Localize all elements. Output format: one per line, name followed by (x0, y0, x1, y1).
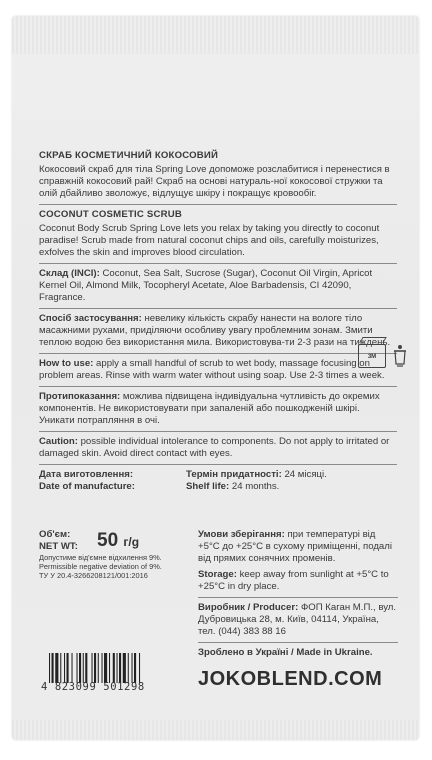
producer (198, 602, 398, 638)
dates-row (39, 469, 397, 493)
contra-ua-text: можлива підвищена індивідуальна чутливість до окремих компонентів. Не використовувати при запаленій або пошкодженій шкірі. Уникати потрапляння в очі. (39, 391, 380, 426)
storage-producer-block (198, 529, 398, 663)
manufacture-label-en: Date of manufacture: (39, 481, 135, 492)
contra-ua-label: Протипоказання: (39, 391, 121, 402)
ingredients (39, 268, 397, 304)
divider (39, 263, 397, 264)
top-seal (12, 16, 419, 54)
shelf-life-label-ua: Термін придатності: (186, 469, 282, 480)
manufacture-labels (39, 469, 186, 493)
producer-label: Виробник / Producer: (198, 602, 299, 613)
net-unit: г/g (123, 535, 140, 549)
contra-en (39, 436, 397, 460)
net-row (39, 529, 187, 553)
made-in: Зроблено в Україні / Made in Ukraine. (198, 647, 373, 658)
contra-en-label: Caution: (39, 436, 78, 447)
divider (198, 642, 398, 643)
divider (39, 386, 397, 387)
contra-en-text: possible individual intolerance to components. Do not apply to irritated or damaged skin. Avoid direct contact with eyes. (39, 436, 390, 459)
storage-ua (198, 529, 398, 565)
en-title: COCONUT COSMETIC SCRUB (39, 209, 182, 220)
manufacture-label-ua: Дата виготовлення: (39, 469, 134, 480)
ua-title: СКРАБ КОСМЕТИЧНИЙ КОКОСОВИЙ (39, 150, 219, 161)
net-value (97, 530, 139, 552)
storage-text-en: keep away from sunlight at +5°С to +25°С in dry place. (198, 569, 389, 592)
divider (39, 308, 397, 309)
bottom-seal (12, 720, 419, 740)
producer-text: ФОП Каган М.П., вул. Дубровицька 28, м. Київ, 04114, Україна, тел. (044) 383 88 16 (198, 602, 397, 637)
shelf-life-ua (186, 469, 397, 481)
shelf-life-label-en: Shelf life: (186, 481, 230, 492)
divider (198, 597, 398, 598)
ingredients-text: Coconut, Sea Salt, Sucrose (Sugar), Coconut Oil Virgin, Apricot Kernel Oil, Almond Milk, Tocopheryl Acetate, Aloe Barbadensis, CI 42090, Fragrance. (39, 268, 373, 303)
shelf-life (186, 469, 397, 493)
ua-description: Кокосовий скраб для тіла Spring Love допоможе розслабитися і перенестися в справжній кокосовий рай! Скраб на основі натураль-ної кокосової стружки та олій дбайливо зволожує, відлущує шкіру і покращує кровообіг. (39, 164, 390, 199)
ingredients-label: Склад (INCI): (39, 268, 100, 279)
divider (39, 204, 397, 205)
tu-code: ТУ У 20.4-3266208121/001:2016 (39, 571, 148, 580)
jar-12m-icon (358, 344, 386, 368)
storage-text-ua: при температурі від +5°С до +25°С в сухому приміщенні, подалі від прямих сонячних променів. (198, 529, 392, 564)
usage-ua-label: Спосіб застосування: (39, 313, 142, 324)
net-label-en: NET WT: (39, 541, 78, 552)
net-number: 50 (97, 530, 119, 551)
divider (39, 431, 397, 432)
label-text-block (39, 150, 397, 493)
usage-en-label: How to use: (39, 358, 94, 369)
symbol-icons (358, 344, 408, 368)
usage-en-text: apply a small handful of scrub to wet body, massage focusing on problem areas. Rinse with warm water without using soap. Use 2-3 times a week. (39, 358, 385, 381)
barcode-bars (47, 653, 179, 683)
net-label-ua: Об'єм: (39, 529, 71, 540)
shelf-life-value-ua: 24 місяці. (284, 469, 327, 480)
usage-en (39, 358, 397, 382)
storage-label-en: Storage: (198, 569, 237, 580)
usage-ua (39, 313, 397, 349)
en-description: Coconut Body Scrub Spring Love lets you relax by taking you directly to coconut paradise! Scrub made from natural coconut chips and oils, carefully moisturizes, exfolves the skin and improves blood circulation. (39, 223, 380, 258)
recycle-bin-icon (392, 344, 408, 368)
barcode (41, 653, 188, 693)
usage-ua-text: невелику кількість скрабу нанести на вологе тіло масажними рухами, приділяючи особливу увагу проблемним зонам. Змити теплою водою без використання мила. Використовува-ти 2-3 рази на тиждень. (39, 313, 391, 348)
barcode-number: 4 823099 501298 (41, 681, 145, 693)
net-weight-block (39, 529, 187, 580)
brand-url: JOKOBLEND.COM (198, 668, 383, 690)
deviation-en: Permissible negative deviation of 9%. (39, 562, 162, 571)
jar-period-text: 3M (367, 354, 377, 360)
storage-en (198, 569, 398, 593)
bin-graphic (392, 344, 408, 368)
shelf-life-en (186, 481, 397, 493)
shelf-life-value-en: 24 months. (231, 481, 280, 492)
contra-ua (39, 391, 397, 427)
divider (39, 353, 397, 354)
net-labels (39, 529, 91, 553)
deviation-ua: Допустиме від'ємне відхилення 9%. (39, 553, 162, 562)
storage-label-ua: Умови зберігання: (198, 529, 285, 540)
divider (39, 464, 397, 465)
